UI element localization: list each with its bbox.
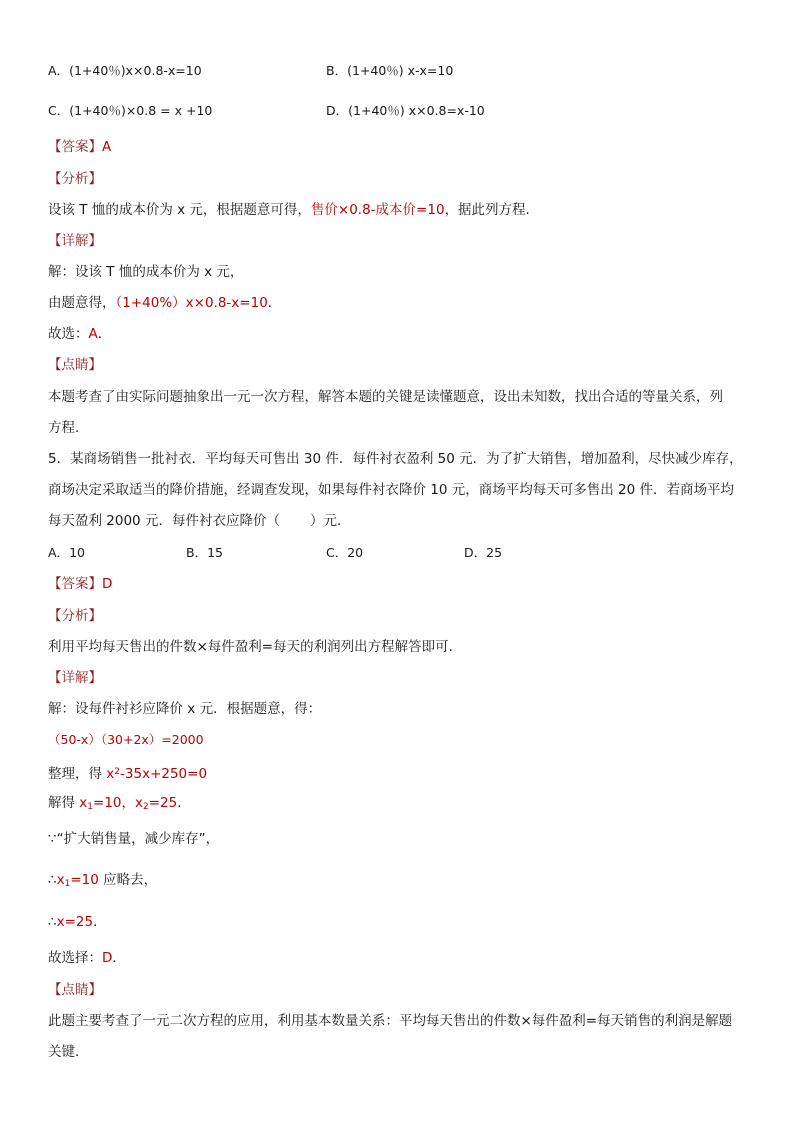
detail-period: ． [112, 950, 126, 966]
detail-period: ． [177, 795, 191, 811]
q5-detail-line-7 [48, 912, 107, 932]
option-text: 10 [69, 545, 85, 560]
q4-option-b [326, 61, 453, 81]
therefore-symbol: ∴ [48, 872, 57, 888]
q4-detail-line-1: 解：设该 T 恤的成本价为 x 元， [48, 264, 244, 280]
q5-comment-tag: 【点睛】 [48, 982, 102, 998]
q5-detail-line-2: （50-x）（30+2x）=2000 [48, 732, 204, 747]
q5-detail-line-4 [48, 793, 191, 817]
stem-text-end: ）元． [309, 513, 351, 529]
root-var: x [56, 872, 65, 888]
q5-option-b [186, 543, 223, 563]
q4-comment-line-2: 方程． [48, 420, 89, 436]
option-text: (1+40％)x×0.8-x=10 [69, 63, 202, 78]
q5-answer [48, 574, 112, 594]
q5-comment-line-2: 关键． [48, 1044, 89, 1060]
option-letter: A． [48, 63, 70, 78]
option-text: (1+40％) x×0.8=x-10 [348, 103, 485, 118]
root-text: =10 [70, 872, 99, 888]
q4-answer [48, 137, 111, 157]
q5-analysis: 利用平均每天售出的件数×每件盈利=每天的利润列出方程解答即可． [48, 639, 463, 655]
root-text: =25 [148, 795, 178, 811]
stem-text: 每天盈利 2000 元．每件衬衣应降价（ [48, 513, 280, 529]
equation-var: x [106, 766, 115, 782]
equation-rest: -35x+250=0 [120, 766, 208, 782]
q5-detail-line-6 [48, 870, 157, 894]
q5-analysis-tag: 【分析】 [48, 608, 102, 624]
option-text: 20 [347, 545, 364, 560]
detail-text: 应略去， [98, 872, 158, 888]
option-text: (1+40％) x-x=10 [347, 63, 454, 78]
detail-period: ． [267, 295, 282, 311]
q5-detail-line-1: 解：设每件衬衫应降价 x 元．根据题意，得： [48, 701, 322, 717]
option-letter: C． [326, 545, 348, 560]
detail-choice: A [88, 326, 98, 342]
root-subscript: 2 [143, 802, 149, 812]
q4-analysis-tag: 【分析】 [48, 171, 102, 187]
detail-root [57, 872, 99, 888]
q5-detail-line-5: ∵“扩大销售量，减少库存”， [48, 831, 220, 847]
detail-roots [79, 795, 177, 811]
q5-detail-line-3 [48, 762, 207, 784]
q4-comment-line-1: 本题考查了由实际问题抽象出一元一次方程，解答本题的关键是读懂题意，设出未知数，找出合适的等量关系，列 [48, 389, 723, 405]
q5-stem-line-2: 商场决定采取适当的降价措施，经调查发现，如果每件衬衣降价 10 元，商场平均每天可多售出 20 件．若商场平均 [48, 482, 735, 498]
analysis-text: 设该 T 恤的成本价为 x 元，根据题意可得， [48, 202, 311, 218]
detail-text: 整理，得 [48, 766, 107, 782]
answer-tag: 【答案】 [48, 139, 102, 155]
q4-option-c [48, 101, 212, 121]
q4-detail-line-3 [48, 324, 111, 344]
detail-text: 解得 [48, 795, 80, 811]
option-text: 25 [486, 545, 503, 560]
analysis-text-end: ，据此列方程． [444, 202, 540, 218]
analysis-formula: 售价×0.8-成本价=10 [310, 202, 445, 218]
q5-comment-line-1: 此题主要考查了一元二次方程的应用，利用基本数量关系：平均每天售出的件数×每件盈利=每天销售的利润是解题 [48, 1013, 733, 1029]
option-letter: C． [48, 103, 70, 118]
answer-value: D [102, 576, 113, 592]
detail-choice: D [102, 950, 113, 966]
root-subscript: 1 [64, 879, 71, 889]
q4-detail-tag: 【详解】 [48, 233, 102, 249]
detail-period: ． [93, 914, 107, 930]
answer-tag: 【答案】 [48, 576, 102, 592]
detail-text: 故选择： [48, 950, 102, 966]
detail-equation [106, 766, 207, 782]
q4-detail-line-2 [48, 293, 281, 313]
option-letter: B． [186, 545, 208, 560]
q4-comment-tag: 【点睛】 [48, 357, 102, 373]
option-letter: D． [326, 103, 349, 118]
q5-stem-line-3 [48, 511, 350, 531]
option-letter: A． [48, 545, 70, 560]
option-letter: B． [326, 63, 348, 78]
q5-option-c [326, 543, 363, 563]
root-subscript: 1 [87, 802, 94, 812]
q5-detail-line-8 [48, 948, 126, 968]
option-letter: D． [464, 545, 487, 560]
therefore-symbol: ∴ [48, 914, 57, 930]
answer-value: A [102, 139, 112, 155]
detail-root: x=25 [56, 914, 94, 930]
q5-option-d [464, 543, 502, 563]
option-text: (1+40％)×0.8 = x +10 [69, 103, 213, 118]
option-text: 15 [207, 545, 223, 560]
q5-detail-tag: 【详解】 [48, 670, 102, 686]
root-var: x [79, 795, 88, 811]
detail-equation: （1+40%）x×0.8-x=10 [115, 295, 268, 311]
detail-text: 故选： [48, 326, 89, 342]
q4-option-d [326, 101, 485, 121]
q4-option-a [48, 61, 202, 81]
root-text: =10，x [93, 795, 144, 811]
q5-stem-line-1: 5．某商场销售一批衬衣．平均每天可售出 30 件．每件衬衣盈利 50 元．为了扩大销售，增加盈利，尽快减少库存， [48, 451, 743, 467]
detail-period: ． [97, 326, 112, 342]
q5-option-a [48, 543, 85, 563]
equation-exponent: 2 [114, 767, 121, 777]
detail-text: 由题意得， [48, 295, 116, 311]
q4-analysis [48, 200, 539, 220]
